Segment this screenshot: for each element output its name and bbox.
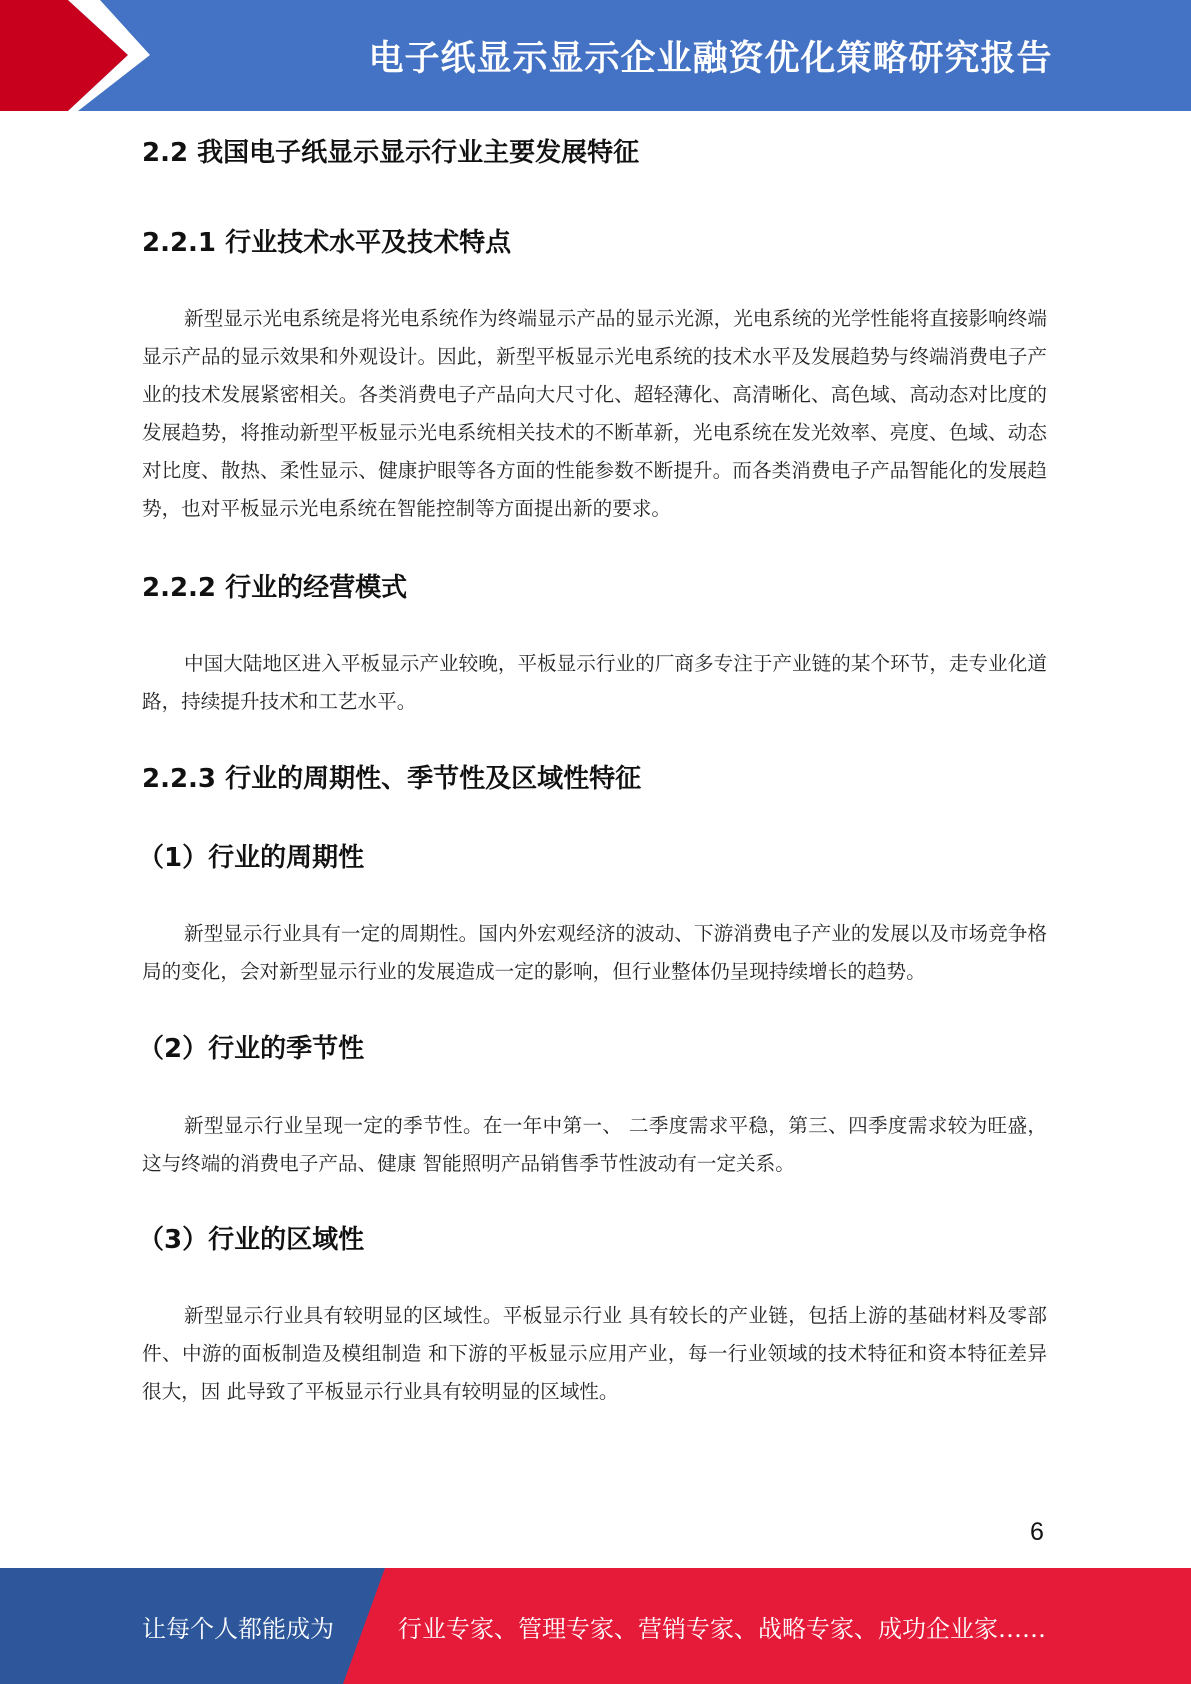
sub-subsection-heading: （3）行业的区域性 — [138, 1225, 365, 1255]
section-heading: 2.2 我国电子纸显示显示行业主要发展特征 — [142, 138, 640, 168]
paragraph: 中国大陆地区进入平板显示产业较晚，平板显示行业的厂商多专注于产业链的某个环节，走专业化道路，持续提升技术和工艺水平。 — [142, 652, 1047, 713]
subsection-heading: 2.2.3 行业的周期性、季节性及区域性特征 — [142, 764, 642, 794]
paragraph: 新型显示行业具有一定的周期性。国内外宏观经济的波动、下游消费电子产业的发展以及市场竞争格局的变化，会对新型显示行业的发展造成一定的影响，但行业整体仍呈现持续增长的趋势。 — [142, 922, 1047, 983]
paragraph: 新型显示行业呈现一定的季节性。在一年中第一、 二季度需求平稳，第三、四季度需求较为旺盛，这与终端的消费电子产品、健康 智能照明产品销售季节性波动有一定关系。 — [142, 1114, 1047, 1175]
subsection-heading: 2.2.1 行业技术水平及技术特点 — [142, 228, 512, 258]
paragraph: 新型显示光电系统是将光电系统作为终端显示产品的显示光源，光电系统的光学性能将直接影响终端显示产品的显示效果和外观设计。因此，新型平板显示光电系统的技术水平及发展趋势与终端消费电子产业的技术发展紧密相关。各类消费电子产品向大尺寸化、超轻薄化、高清晰化、高色域、高动态对比度的发展趋势，将推动新型平板显示光电系统相关技术的不断革新，光电系统在发光效率、亮度、色域、动态对比度、散热、柔性显示、健康护眼等各方面的性能参数不断提升。而各类消费电子产品智能化的发展趋势，也对平板显示光电系统在智能控制等方面提出新的要求。 — [142, 307, 1047, 520]
document-title: 电子纸显示显示企业融资优化策略研究报告 — [368, 38, 1053, 79]
paragraph: 新型显示行业具有较明显的区域性。平板显示行业 具有较长的产业链，包括上游的基础材料及零部件、中游的面板制造及模组制造 和下游的平板显示应用产业，每一行业领域的技术特征和资本特征差异很大，因 此导致了平板显示行业具有较明显的区域性。 — [142, 1304, 1047, 1403]
header-banner — [0, 0, 1191, 111]
footer-banner — [0, 1568, 1191, 1684]
sub-subsection-heading: （1）行业的周期性 — [138, 843, 365, 873]
sub-subsection-heading: （2）行业的季节性 — [138, 1034, 365, 1064]
footer-slogan-left: 让每个人都能成为 — [142, 1614, 334, 1643]
page-number: 6 — [1030, 1518, 1044, 1546]
footer-slogan-right: 行业专家、管理专家、营销专家、战略专家、成功企业家…… — [398, 1614, 1046, 1643]
subsection-heading: 2.2.2 行业的经营模式 — [142, 573, 408, 603]
